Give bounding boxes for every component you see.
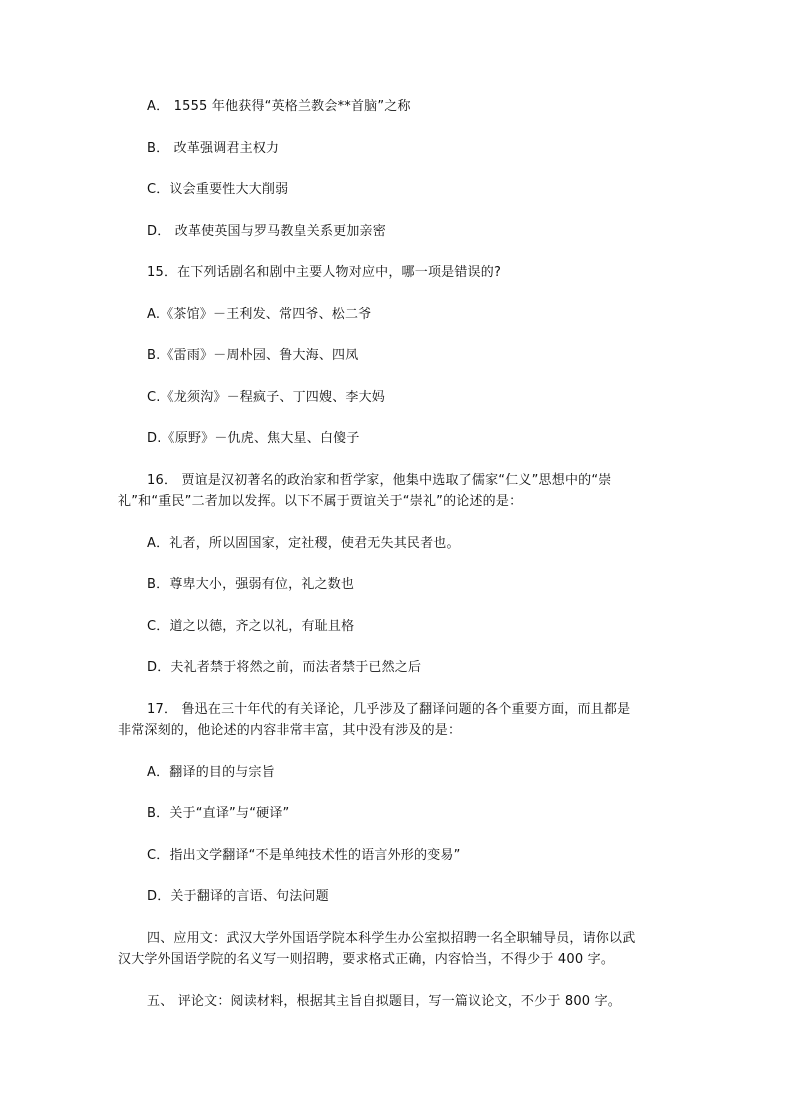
q14-option-d: D． 改革使英国与罗马教皇关系更加亲密 bbox=[147, 224, 386, 239]
section5-line1: 五、 评论文：阅读材料，根据其主旨自拟题目，写一篇议论文，不少于 800 字。 bbox=[147, 994, 622, 1009]
q16-option-c: C．道之以德，齐之以礼，有耻且格 bbox=[147, 619, 355, 634]
q15-option-d: D.《原野》－仇虎、焦大星、白傻子 bbox=[147, 431, 360, 446]
section4-line2: 汉大学外国语学院的名义写一则招聘，要求格式正确，内容恰当，不得少于 400 字。 bbox=[118, 952, 615, 967]
q17-stem-line1: 17． 鲁迅在三十年代的有关译论，几乎涉及了翻译问题的各个重要方面，而且都是 bbox=[147, 702, 631, 717]
q17-option-c: C．指出文学翻译“不是单纯技术性的语言外形的变易” bbox=[147, 848, 461, 863]
q17-option-b: B．关于“直译”与“硬译” bbox=[147, 806, 290, 821]
q14-option-a: A． 1555 年他获得“英格兰教会**首脑”之称 bbox=[147, 99, 411, 114]
q15-option-b: B.《雷雨》－周朴园、鲁大海、四凤 bbox=[147, 348, 359, 363]
q14-option-b: B． 改革强调君主权力 bbox=[147, 141, 280, 156]
q16-option-a: A．礼者，所以固国家，定社稷，使君无失其民者也。 bbox=[147, 536, 460, 551]
q17-stem-line2: 非常深刻的，他论述的内容非常丰富，其中没有涉及的是： bbox=[118, 723, 462, 738]
q17-option-d: D．关于翻译的言语、句法问题 bbox=[147, 889, 329, 904]
q17-option-a: A．翻译的目的与宗旨 bbox=[147, 765, 275, 780]
q16-option-b: B．尊卑大小，强弱有位，礼之数也 bbox=[147, 577, 355, 592]
q15-option-c: C.《龙须沟》－程疯子、丁四嫂、李大妈 bbox=[147, 390, 386, 405]
q15-stem: 15．在下列话剧名和剧中主要人物对应中，哪一项是错误的? bbox=[147, 265, 502, 280]
q15-option-a: A.《茶馆》－王利发、常四爷、松二爷 bbox=[147, 307, 372, 322]
q16-stem-line2: 礼”和“重民”二者加以发挥。以下不属于贾谊关于“崇礼”的论述的是： bbox=[118, 494, 523, 509]
q14-option-c: C．议会重要性大大削弱 bbox=[147, 182, 289, 197]
q16-stem-line1: 16． 贾谊是汉初著名的政治家和哲学家，他集中选取了儒家“仁义”思想中的“崇 bbox=[147, 473, 612, 488]
q16-option-d: D．夫礼者禁于将然之前，而法者禁于已然之后 bbox=[147, 660, 422, 675]
section4-line1: 四、应用文：武汉大学外国语学院本科学生办公室拟招聘一名全职辅导员，请你以武 bbox=[147, 931, 636, 946]
